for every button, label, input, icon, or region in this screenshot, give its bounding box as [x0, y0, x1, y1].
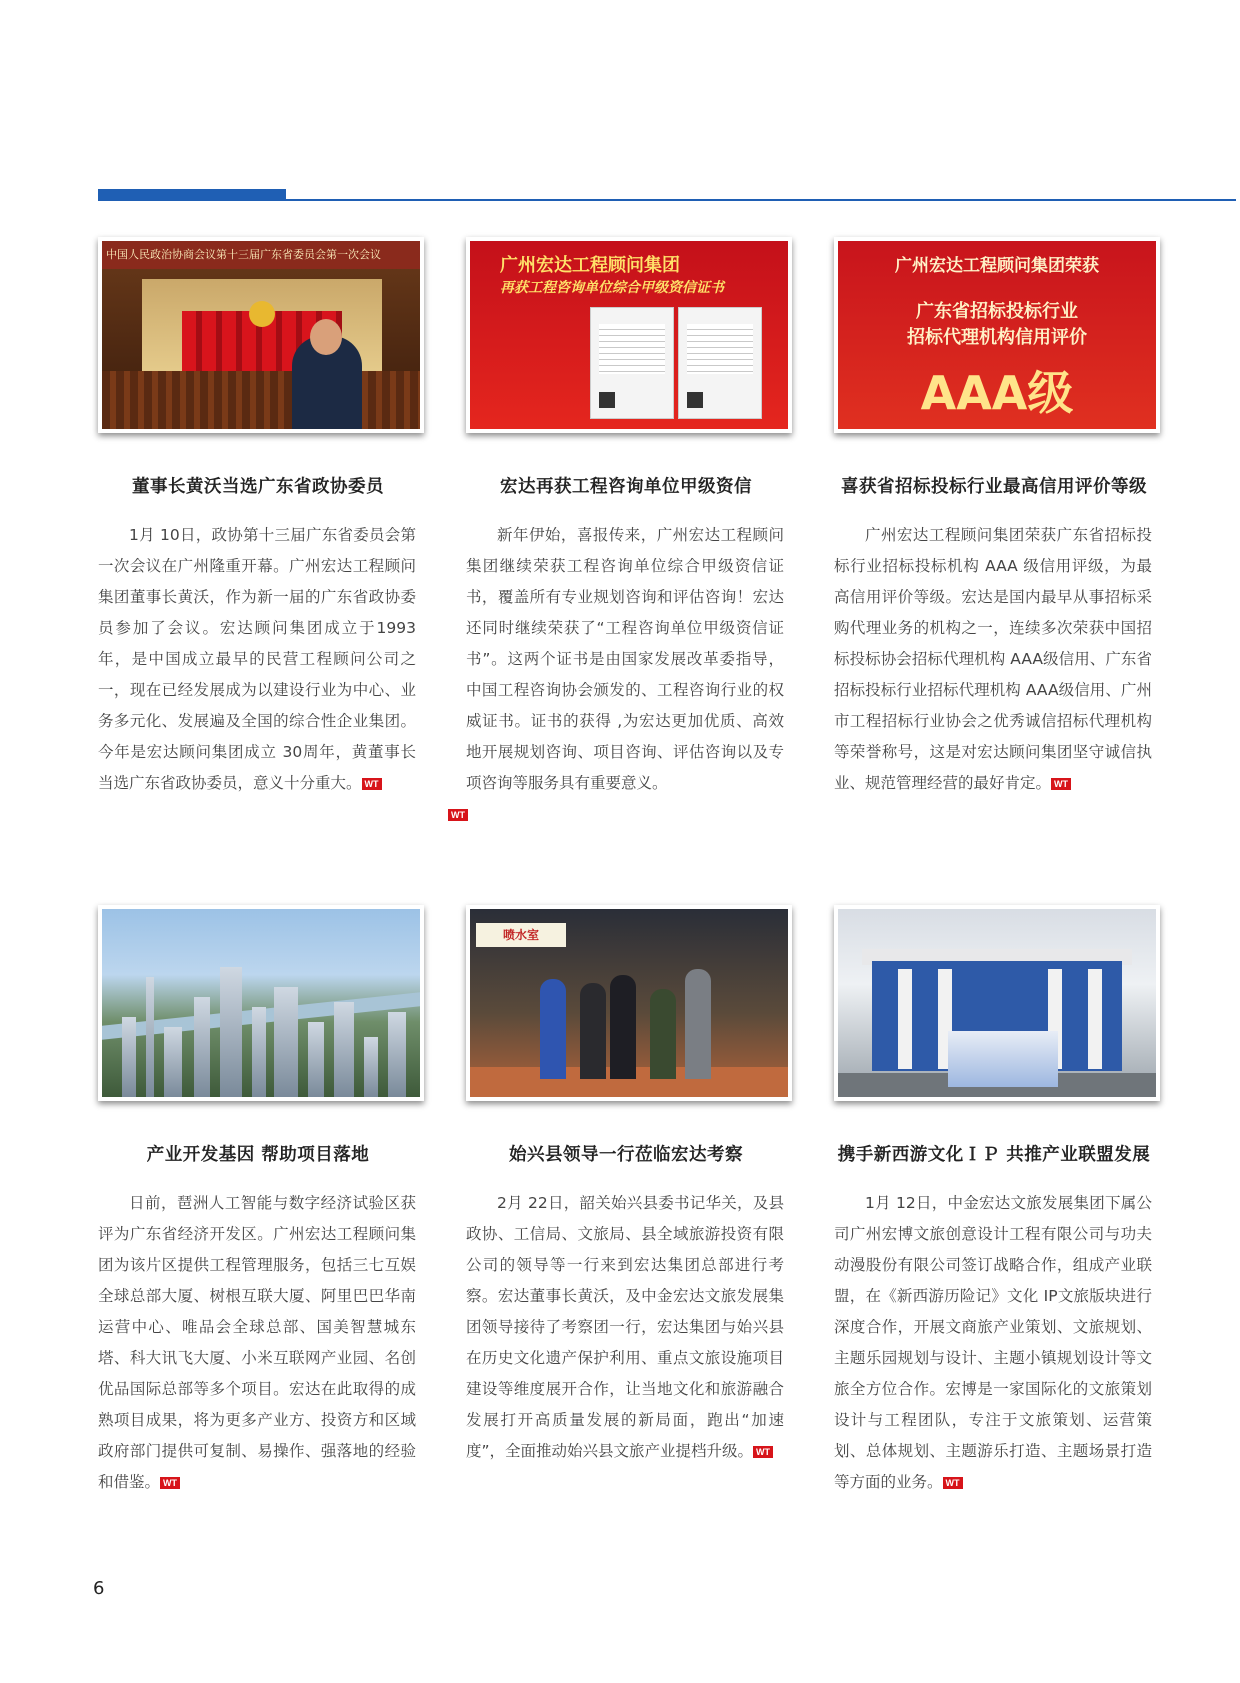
- header-rule: [98, 199, 1236, 201]
- article-photo-museum: [834, 905, 1160, 1101]
- article-photo-certificate: [466, 237, 792, 433]
- photo-subheading: 再获工程咨询单位综合甲级资信证书: [500, 280, 724, 296]
- article-photo-skyline: [98, 905, 424, 1101]
- article-photo-aaa: [834, 237, 1160, 433]
- article-title: 宏达再获工程咨询单位甲级资信: [500, 477, 752, 497]
- page-number: 6: [93, 1578, 105, 1599]
- article-card-4: [93, 905, 423, 1498]
- end-mark-badge: WT: [1051, 778, 1071, 790]
- article-photo-conference: [98, 237, 424, 433]
- photo-heading: 广州宏达工程顾问集团: [500, 255, 680, 276]
- certificate-image: [678, 307, 762, 419]
- photo-rating: AAA级: [920, 366, 1074, 420]
- article-card-1: [93, 237, 423, 799]
- article-title: 喜获省招标投标行业最高信用评价等级: [841, 477, 1147, 497]
- photo-line: 广州宏达工程顾问集团荣获: [895, 256, 1099, 276]
- article-card-2: [451, 237, 791, 830]
- article-card-6: [829, 905, 1159, 1498]
- end-mark-badge: WT: [753, 1446, 773, 1458]
- article-body: 日前，琶洲人工智能与数字经济试验区获评为广东省经济开发区。广州宏达工程顾问集团为该片区提供工程管理服务，包括三七互娱全球总部大厦、树根互联大厦、阿里巴巴华南运营中心、唯品会全球总部、国美智慧城东塔、科大讯飞大厦、小米互联网产业园、名创优品国际总部等多个项目。宏达在此取得的成熟项目成果，将为更多产业方、投资方和区域政府部门提供可复制、易操作、强落地的经验和借鉴。 WT: [98, 1194, 416, 1491]
- article-body: 1月 12日，中金宏达文旅发展集团下属公司广州宏博文旅创意设计工程有限公司与功夫动漫股份有限公司签订战略合作，组成产业联盟，在《新西游历险记》文化 IP文旅版块进行深度合作，开展文商旅产业策划、文旅规划、主题乐园规划与设计、主题小镇规划设计等文旅全方位合作。宏博是一家国际化的文旅策划设计与工程团队，专注于文旅策划、运营策划、总体规划、主题游乐打造、主题场景打造等方面的业务。 WT: [834, 1194, 1152, 1491]
- photo-sign-text: 喷水室: [476, 923, 566, 947]
- article-card-5: [461, 905, 791, 1467]
- end-mark-badge: WT: [448, 809, 468, 821]
- article-title: 始兴县领导一行莅临宏达考察: [509, 1145, 743, 1165]
- article-body: 2月 22日，韶关始兴县委书记华关，及县政协、工信局、文旅局、县全域旅游投资有限公司的领导等一行来到宏达集团总部进行考察。宏达董事长黄沃，及中金宏达文旅发展集团领导接待了考察团一行，宏达集团与始兴县在历史文化遗产保护利用、重点文旅设施项目建设等维度展开合作，让当地文化和旅游融合发展打开高质量发展的新局面，跑出“加速度”，全面推动始兴县文旅产业提档升级。 WT: [466, 1194, 784, 1460]
- photo-line: 广东省招标投标行业: [916, 301, 1078, 322]
- article-title: 董事长黄沃当选广东省政协委员: [132, 477, 384, 497]
- certificate-image: [590, 307, 674, 419]
- article-body: 新年伊始，喜报传来，广州宏达工程顾问集团继续荣获工程咨询单位综合甲级资信证书，覆盖所有专业规划咨询和评估咨询！宏达还同时继续荣获了“工程咨询单位甲级资信证书”。这两个证书是由国家发展改革委指导，中国工程咨询协会颁发的、工程咨询行业的权威证书。证书的获得 ,为宏达更加优质、高效地开展规划咨询、项目咨询、评估咨询以及专项咨询等服务具有重要意义。 WT: [466, 520, 784, 830]
- article-body: 1月 10日，政协第十三届广东省委员会第一次会议在广州隆重开幕。广州宏达工程顾问集团董事长黄沃，作为新一届的广东省政协委员参加了会议。宏达顾问集团成立于1993年，是中国成立最早的民营工程顾问公司之一，现在已经发展成为以建设行业为中心、业务多元化、发展遍及全国的综合性企业集团。今年是宏达顾问集团成立 30周年，黄董事长当选广东省政协委员，意义十分重大。 WT: [98, 526, 416, 792]
- end-mark-badge: WT: [160, 1477, 180, 1489]
- end-mark-badge: WT: [362, 778, 382, 790]
- photo-line: 招标代理机构信用评价: [907, 327, 1087, 348]
- article-title: 携手新西游文化ＩＰ 共推产业联盟发展: [837, 1145, 1151, 1165]
- article-title: 产业开发基因 帮助项目落地: [146, 1145, 370, 1165]
- article-body: 广州宏达工程顾问集团荣获广东省招标投标行业招标投标机构 AAA 级信用评级，为最高信用评价等级。宏达是国内最早从事招标采购代理业务的机构之一，连续多次荣获中国招标投标协会招标代理机构 AAA级信用、广东省招标投标行业招标代理机构 AAA级信用、广州市工程招标行业协会之优秀诚信招标代理机构等荣誉称号，这是对宏达顾问集团坚守诚信执业、规范管理经营的最好肯定。 WT: [834, 526, 1152, 792]
- end-mark-badge: WT: [943, 1477, 963, 1489]
- photo-banner-text: 中国人民政治协商会议第十三届广东省委员会第一次会议: [102, 241, 424, 269]
- article-card-3: [829, 237, 1159, 799]
- article-photo-visit: [466, 905, 792, 1101]
